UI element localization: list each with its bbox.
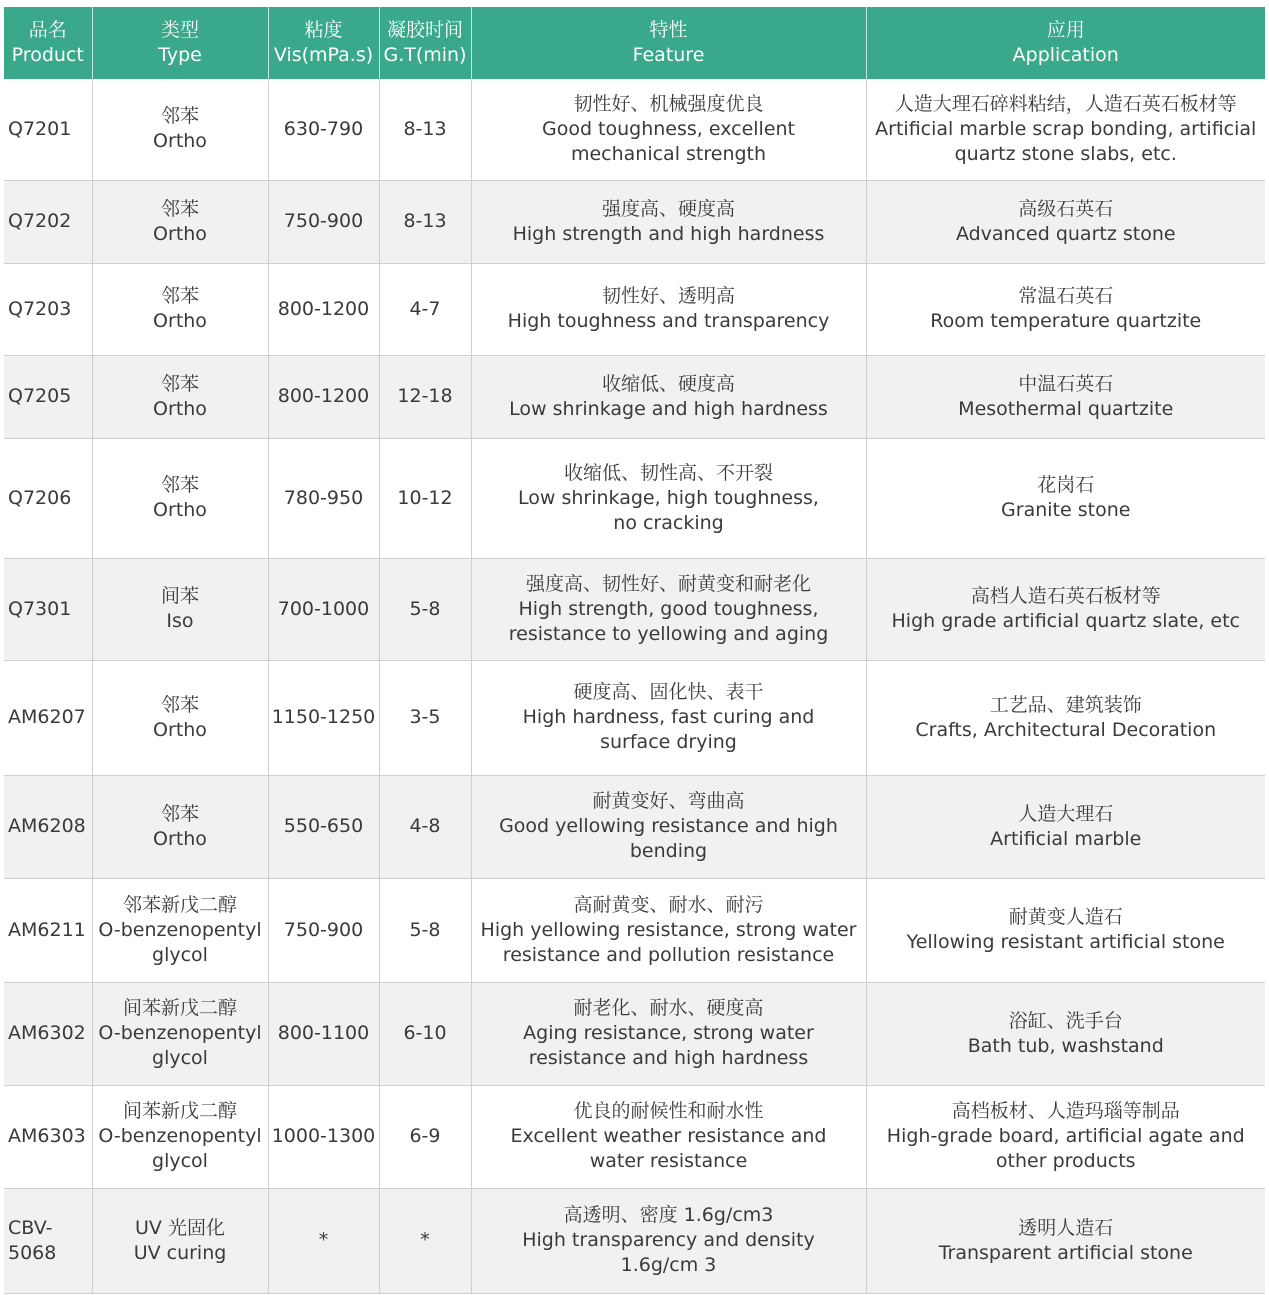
product-cell: Q7201 <box>4 79 92 180</box>
application-cell-line: other products <box>995 1150 1136 1172</box>
application-cell-line: Bath tub, washstand <box>967 1034 1164 1057</box>
type-cell-line: 邻苯 <box>160 197 199 220</box>
feature-cell-line: High toughness and transparency <box>507 310 830 332</box>
gel-time-cell: 4-7 <box>379 263 471 355</box>
viscosity-cell: * <box>268 1188 379 1293</box>
feature-cell-line: water resistance <box>589 1150 748 1172</box>
feature-cell-line: 优良的耐候性和耐水性 <box>573 1100 764 1122</box>
feature-cell-line: 收缩低、硬度高 <box>601 372 735 395</box>
type-cell <box>92 1188 268 1293</box>
application-cell <box>866 660 1265 775</box>
feature-cell-line: High transparency and density <box>522 1229 815 1251</box>
feature-cell <box>471 79 866 180</box>
feature-cell <box>471 263 866 355</box>
feature-cell-line: Good yellowing resistance and high <box>499 815 838 837</box>
gel-time-cell: * <box>379 1188 471 1293</box>
feature-cell-line: 1.6g/cm 3 <box>620 1254 717 1276</box>
gel-time-cell: 8-13 <box>379 180 471 263</box>
type-cell <box>92 558 268 660</box>
application-cell-line: Mesothermal quartzite <box>958 397 1174 420</box>
viscosity-cell: 550-650 <box>268 775 379 878</box>
application-cell-line: 高档人造石英石板材等 <box>970 585 1161 607</box>
gel-time-cell: 4-8 <box>379 775 471 878</box>
header-application-cn: 应用 <box>1046 19 1085 41</box>
type-cell-line: Ortho <box>153 499 207 521</box>
table-row <box>4 355 1265 438</box>
application-cell-line: Granite stone <box>1001 499 1131 521</box>
type-cell-line: Ortho <box>153 310 207 332</box>
table-row <box>4 263 1265 355</box>
application-cell-line: 中温石英石 <box>1018 372 1114 395</box>
application-cell-line: 工艺品、建筑装饰 <box>989 693 1142 716</box>
feature-cell-line: surface drying <box>600 731 737 753</box>
application-cell-line: 浴缸、洗手台 <box>1008 1009 1123 1032</box>
application-cell-line: High-grade board, artificial agate and <box>886 1125 1245 1147</box>
type-cell <box>92 775 268 878</box>
type-cell <box>92 438 268 558</box>
type-cell-line: glycol <box>152 1047 208 1069</box>
type-cell-line: 邻苯 <box>160 372 199 395</box>
feature-cell-line: resistance to yellowing and aging <box>508 622 829 645</box>
feature-cell-line: 韧性好、透明高 <box>601 285 735 307</box>
feature-cell-line: High yellowing resistance, strong water <box>480 918 857 941</box>
type-cell <box>92 79 268 180</box>
type-cell-line: 邻苯 <box>160 105 199 128</box>
header-viscosity-en: Vis(mPa.s) <box>273 44 374 66</box>
application-cell-line: Crafts, Architectural Decoration <box>915 718 1217 741</box>
viscosity-cell: 800-1200 <box>268 355 379 438</box>
application-cell <box>866 79 1265 180</box>
header-product-en: Product <box>11 44 84 66</box>
application-cell-line: 人造大理石碎料粘结，人造石英石板材等 <box>894 92 1237 115</box>
application-cell <box>866 982 1265 1085</box>
product-cell: Q7206 <box>4 438 92 558</box>
header-feature <box>471 7 866 79</box>
feature-cell-line: resistance and pollution resistance <box>502 943 835 966</box>
feature-cell-line: bending <box>629 840 708 862</box>
viscosity-cell: 1150-1250 <box>268 660 379 775</box>
type-cell-line: glycol <box>152 1150 208 1172</box>
feature-cell <box>471 1085 866 1188</box>
viscosity-cell: 1000-1300 <box>268 1085 379 1188</box>
product-table-container <box>4 7 1265 1294</box>
gel-time-cell: 12-18 <box>379 355 471 438</box>
product-cell: AM6207 <box>4 660 92 775</box>
type-cell <box>92 1085 268 1188</box>
feature-cell <box>471 180 866 263</box>
product-cell: Q7203 <box>4 263 92 355</box>
feature-cell-line: 耐黄变好、弯曲高 <box>592 790 745 812</box>
feature-cell-line: Good toughness, excellent <box>541 117 796 140</box>
viscosity-cell: 630-790 <box>268 79 379 180</box>
application-cell-line: Artificial marble <box>990 827 1142 850</box>
product-cell: Q7205 <box>4 355 92 438</box>
type-cell-line: UV curing <box>133 1241 227 1264</box>
gel-time-cell: 5-8 <box>379 558 471 660</box>
application-cell-line: Artificial marble scrap bonding, artificial <box>875 117 1257 140</box>
gel-time-cell: 10-12 <box>379 438 471 558</box>
feature-cell-line: 韧性好、机械强度优良 <box>573 92 764 115</box>
feature-cell-line: 耐老化、耐水、硬度高 <box>573 997 764 1019</box>
product-cell: AM6211 <box>4 878 92 982</box>
type-cell-line: UV 光固化 <box>135 1216 225 1239</box>
feature-cell <box>471 355 866 438</box>
application-cell-line: Advanced quartz stone <box>955 222 1176 245</box>
table-row <box>4 660 1265 775</box>
product-cell: AM6208 <box>4 775 92 878</box>
product-cell: AM6303 <box>4 1085 92 1188</box>
type-cell <box>92 878 268 982</box>
feature-cell-line: 高透明、密度 1.6g/cm3 <box>563 1204 774 1226</box>
feature-cell <box>471 660 866 775</box>
type-cell <box>92 982 268 1085</box>
feature-cell <box>471 878 866 982</box>
table-row <box>4 878 1265 982</box>
type-cell-line: 邻苯 <box>160 693 199 716</box>
viscosity-cell: 800-1200 <box>268 263 379 355</box>
feature-cell-line: Aging resistance, strong water <box>523 1022 814 1044</box>
type-cell-line: O-benzenopentyl <box>98 918 262 941</box>
feature-cell-line: High hardness, fast curing and <box>522 706 815 728</box>
application-cell <box>866 180 1265 263</box>
table-body <box>4 79 1265 1293</box>
viscosity-cell: 800-1100 <box>268 982 379 1085</box>
type-cell-line: Iso <box>166 610 194 632</box>
application-cell-line: Transparent artificial stone <box>938 1241 1193 1264</box>
header-feature-cn: 特性 <box>649 19 688 41</box>
header-type <box>92 7 268 79</box>
feature-cell-line: 硬度高、固化快、表干 <box>573 681 764 703</box>
type-cell <box>92 660 268 775</box>
feature-cell-line: High strength and high hardness <box>512 222 825 245</box>
product-cell: Q7202 <box>4 180 92 263</box>
viscosity-cell: 780-950 <box>268 438 379 558</box>
gel-time-cell: 8-13 <box>379 79 471 180</box>
type-cell-line: O-benzenopentyl <box>98 1125 262 1147</box>
application-cell <box>866 1188 1265 1293</box>
application-cell-line: 高档板材、人造玛瑙等制品 <box>951 1100 1180 1122</box>
application-cell-line: High grade artificial quartz slate, etc <box>891 610 1240 632</box>
type-cell-line: Ortho <box>153 222 207 245</box>
application-cell <box>866 878 1265 982</box>
table-header-row <box>4 7 1265 79</box>
application-cell-line: 花岗石 <box>1037 474 1095 496</box>
type-cell-line: Ortho <box>153 397 207 420</box>
application-cell-line: 人造大理石 <box>1018 802 1114 825</box>
feature-cell-line: Excellent weather resistance and <box>510 1125 827 1147</box>
feature-cell-line: Low shrinkage and high hardness <box>509 397 828 420</box>
feature-cell-line: 高耐黄变、耐水、耐污 <box>573 893 764 916</box>
table-row <box>4 1188 1265 1293</box>
header-product <box>4 7 92 79</box>
product-cell: AM6302 <box>4 982 92 1085</box>
gel-time-cell: 3-5 <box>379 660 471 775</box>
application-cell <box>866 355 1265 438</box>
feature-cell-line: no cracking <box>613 511 724 534</box>
header-type-cn: 类型 <box>160 19 199 41</box>
feature-cell-line: High strength, good toughness, <box>518 597 819 620</box>
table-row <box>4 775 1265 878</box>
table-row <box>4 180 1265 263</box>
table-row <box>4 558 1265 660</box>
application-cell-line: Yellowing resistant artificial stone <box>906 931 1225 953</box>
type-cell-line: 间苯新戊二醇 <box>122 997 237 1019</box>
type-cell <box>92 263 268 355</box>
application-cell <box>866 1085 1265 1188</box>
feature-cell-line: 强度高、硬度高 <box>601 197 735 220</box>
type-cell-line: O-benzenopentyl <box>98 1022 262 1044</box>
feature-cell-line: 强度高、韧性好、耐黄变和耐老化 <box>525 572 811 595</box>
feature-cell-line: 收缩低、韧性高、不开裂 <box>563 461 773 484</box>
type-cell <box>92 180 268 263</box>
type-cell-line: 邻苯新戊二醇 <box>122 893 237 916</box>
application-cell <box>866 558 1265 660</box>
header-gel-time-en: G.T(min) <box>383 44 467 66</box>
application-cell-line: 高级石英石 <box>1018 197 1114 220</box>
table-row <box>4 438 1265 558</box>
application-cell-line: Room temperature quartzite <box>930 310 1202 332</box>
header-gel-time <box>379 7 471 79</box>
header-product-cn: 品名 <box>28 19 67 41</box>
application-cell <box>866 263 1265 355</box>
feature-cell <box>471 775 866 878</box>
table-row <box>4 79 1265 180</box>
type-cell-line: glycol <box>152 943 208 966</box>
type-cell <box>92 355 268 438</box>
application-cell <box>866 438 1265 558</box>
header-type-en: Type <box>158 44 202 66</box>
application-cell-line: 常温石英石 <box>1018 285 1114 307</box>
gel-time-cell: 6-9 <box>379 1085 471 1188</box>
feature-cell-line: Low shrinkage, high toughness, <box>518 486 819 509</box>
viscosity-cell: 750-900 <box>268 878 379 982</box>
type-cell-line: 邻苯 <box>160 802 199 825</box>
feature-cell <box>471 438 866 558</box>
gel-time-cell: 5-8 <box>379 878 471 982</box>
gel-time-cell: 6-10 <box>379 982 471 1085</box>
header-application <box>866 7 1265 79</box>
type-cell-line: Ortho <box>153 718 207 741</box>
table-row <box>4 982 1265 1085</box>
type-cell-line: 间苯 <box>160 585 199 607</box>
viscosity-cell: 700-1000 <box>268 558 379 660</box>
header-gel-time-cn: 凝胶时间 <box>386 19 463 41</box>
type-cell-line: Ortho <box>153 827 207 850</box>
application-cell-line: quartz stone slabs, etc. <box>954 142 1177 165</box>
application-cell <box>866 775 1265 878</box>
application-cell-line: 透明人造石 <box>1018 1216 1114 1239</box>
feature-cell <box>471 982 866 1085</box>
product-cell: CBV-5068 <box>4 1188 92 1293</box>
type-cell-line: Ortho <box>153 130 207 153</box>
viscosity-cell: 750-900 <box>268 180 379 263</box>
table-row <box>4 1085 1265 1188</box>
header-viscosity-cn: 粘度 <box>304 19 343 41</box>
feature-cell <box>471 1188 866 1293</box>
header-viscosity <box>268 7 379 79</box>
type-cell-line: 间苯新戊二醇 <box>122 1100 237 1122</box>
product-cell: Q7301 <box>4 558 92 660</box>
header-application-en: Application <box>1012 44 1119 66</box>
type-cell-line: 邻苯 <box>160 285 199 307</box>
application-cell-line: 耐黄变人造石 <box>1008 906 1123 928</box>
feature-cell-line: mechanical strength <box>570 142 767 165</box>
type-cell-line: 邻苯 <box>160 474 199 496</box>
feature-cell <box>471 558 866 660</box>
header-feature-en: Feature <box>632 44 705 66</box>
product-table <box>4 7 1265 1294</box>
feature-cell-line: resistance and high hardness <box>528 1047 809 1069</box>
